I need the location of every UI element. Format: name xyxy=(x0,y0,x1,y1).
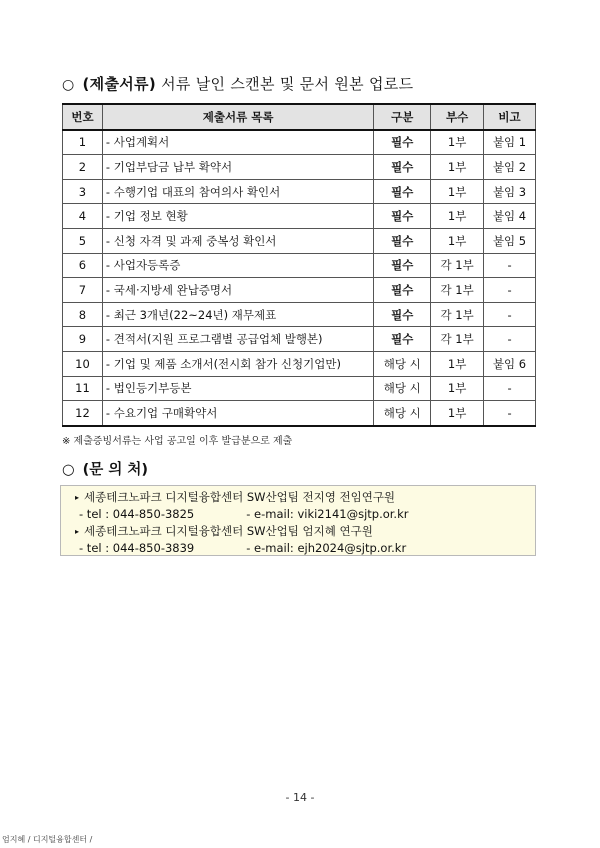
cell-no: 8 xyxy=(63,302,103,327)
cell-copies: 1부 xyxy=(431,228,484,253)
contact-org-2 xyxy=(75,523,535,540)
cell-doc-name: - 기업 및 제품 소개서(전시회 참가 신청기업만) xyxy=(102,351,373,376)
contact-org-text: 세종테크노파크 디지털융합센터 SW산업팀 엄지혜 연구원 xyxy=(84,524,373,538)
cell-no: 4 xyxy=(63,204,103,229)
cell-no: 12 xyxy=(63,401,103,426)
contact-email[interactable]: - e-mail: viki2141@sjtp.or.kr xyxy=(246,507,409,521)
table-row xyxy=(63,253,536,278)
documents-table xyxy=(62,103,536,427)
submission-note: ※ 제출증빙서류는 사업 공고일 이후 발급분으로 제출 xyxy=(62,436,293,447)
cell-copies: 각 1부 xyxy=(431,253,484,278)
contact-org-1 xyxy=(75,489,535,506)
cell-remarks: - xyxy=(484,278,536,303)
cell-type: 필수 xyxy=(374,179,431,204)
table-row xyxy=(63,376,536,401)
circle-bullet-icon: ○ xyxy=(62,77,75,93)
table-row xyxy=(63,278,536,303)
cell-doc-name: - 사업계획서 xyxy=(102,130,373,155)
cell-no: 10 xyxy=(63,351,103,376)
cell-remarks: - xyxy=(484,376,536,401)
cell-no: 2 xyxy=(63,155,103,180)
cell-remarks: 붙임 2 xyxy=(484,155,536,180)
table-header-row xyxy=(63,104,536,130)
cell-remarks: 붙임 5 xyxy=(484,228,536,253)
cell-copies: 1부 xyxy=(431,155,484,180)
cell-copies: 각 1부 xyxy=(431,278,484,303)
cell-doc-name: - 수행기업 대표의 참여의사 확인서 xyxy=(102,179,373,204)
cell-doc-name: - 최근 3개년(22~24년) 재무제표 xyxy=(102,302,373,327)
table-row xyxy=(63,155,536,180)
cell-copies: 각 1부 xyxy=(431,302,484,327)
contact-details-2 xyxy=(75,540,535,557)
cell-type: 해당 시 xyxy=(374,401,431,426)
cell-type: 필수 xyxy=(374,130,431,155)
triangle-bullet-icon: ▸ xyxy=(75,527,80,536)
cell-type: 필수 xyxy=(374,228,431,253)
cell-remarks: 붙임 4 xyxy=(484,204,536,229)
header-doc-list: 제출서류 목록 xyxy=(102,104,373,130)
section-heading-documents xyxy=(62,73,413,94)
cell-type: 해당 시 xyxy=(374,376,431,401)
cell-no: 1 xyxy=(63,130,103,155)
cell-type: 필수 xyxy=(374,278,431,303)
cell-no: 9 xyxy=(63,327,103,352)
table-row xyxy=(63,130,536,155)
page-number: - 14 - xyxy=(285,791,315,804)
cell-remarks: 붙임 6 xyxy=(484,351,536,376)
footer-text: 엄지혜 / 디지털융합센터 / xyxy=(2,835,93,844)
cell-remarks: 붙임 1 xyxy=(484,130,536,155)
cell-copies: 1부 xyxy=(431,204,484,229)
cell-type: 필수 xyxy=(374,204,431,229)
cell-doc-name: - 사업자등록증 xyxy=(102,253,373,278)
contact-org-text: 세종테크노파크 디지털융합센터 SW산업팀 전지영 전임연구원 xyxy=(84,490,396,504)
cell-type: 필수 xyxy=(374,327,431,352)
cell-doc-name: - 법인등기부등본 xyxy=(102,376,373,401)
cell-remarks: - xyxy=(484,253,536,278)
cell-type: 필수 xyxy=(374,253,431,278)
section-title-bold: (제출서류) xyxy=(82,75,157,93)
cell-remarks: - xyxy=(484,401,536,426)
header-remarks: 비고 xyxy=(484,104,536,130)
cell-doc-name: - 신청 자격 및 과제 중복성 확인서 xyxy=(102,228,373,253)
triangle-bullet-icon: ▸ xyxy=(75,493,80,502)
table-row xyxy=(63,179,536,204)
header-no: 번호 xyxy=(63,104,103,130)
header-type: 구분 xyxy=(374,104,431,130)
cell-copies: 1부 xyxy=(431,179,484,204)
cell-no: 7 xyxy=(63,278,103,303)
cell-no: 5 xyxy=(63,228,103,253)
cell-copies: 1부 xyxy=(431,376,484,401)
cell-doc-name: - 기업 정보 현황 xyxy=(102,204,373,229)
contact-email[interactable]: - e-mail: ejh2024@sjtp.or.kr xyxy=(246,541,407,555)
cell-no: 11 xyxy=(63,376,103,401)
cell-copies: 1부 xyxy=(431,351,484,376)
table-row xyxy=(63,327,536,352)
cell-remarks: - xyxy=(484,327,536,352)
contact-tel: - tel : 044-850-3839 xyxy=(79,541,195,555)
cell-copies: 1부 xyxy=(431,130,484,155)
table-row xyxy=(63,351,536,376)
contact-title: (문 의 처) xyxy=(82,462,149,478)
cell-doc-name: - 국세·지방세 완납증명서 xyxy=(102,278,373,303)
table-row xyxy=(63,204,536,229)
cell-no: 3 xyxy=(63,179,103,204)
cell-remarks: - xyxy=(484,302,536,327)
cell-doc-name: - 기업부담금 납부 확약서 xyxy=(102,155,373,180)
circle-bullet-icon: ○ xyxy=(62,462,75,478)
table-row xyxy=(63,228,536,253)
contact-box xyxy=(60,485,536,556)
cell-remarks: 붙임 3 xyxy=(484,179,536,204)
cell-type: 필수 xyxy=(374,155,431,180)
table-row xyxy=(63,302,536,327)
section-heading-contact xyxy=(62,458,148,479)
cell-doc-name: - 견적서(지원 프로그램별 공급업체 발행본) xyxy=(102,327,373,352)
table-row xyxy=(63,401,536,426)
contact-details-1 xyxy=(75,506,535,523)
cell-type: 필수 xyxy=(374,302,431,327)
section-title-rest: 서류 날인 스캔본 및 문서 원본 업로드 xyxy=(161,75,414,93)
cell-doc-name: - 수요기업 구매확약서 xyxy=(102,401,373,426)
contact-tel: - tel : 044-850-3825 xyxy=(79,507,195,521)
cell-no: 6 xyxy=(63,253,103,278)
cell-copies: 각 1부 xyxy=(431,327,484,352)
cell-copies: 1부 xyxy=(431,401,484,426)
header-copies: 부수 xyxy=(431,104,484,130)
cell-type: 해당 시 xyxy=(374,351,431,376)
